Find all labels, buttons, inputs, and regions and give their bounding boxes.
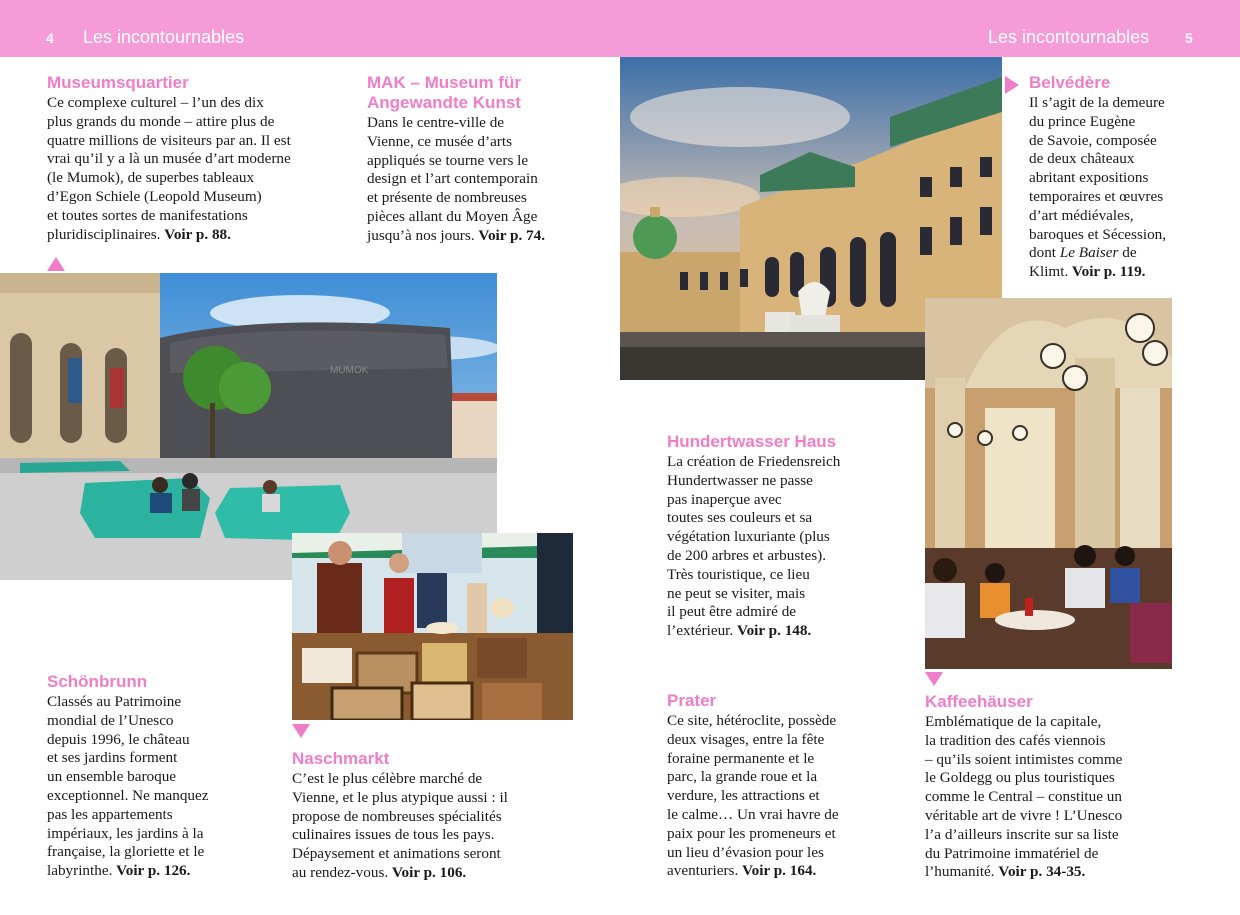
page-header <box>0 0 1240 57</box>
page-reference: Voir p. 106. <box>391 863 467 881</box>
section-title: Hundertwasser Haus <box>667 432 837 451</box>
section-title: Belvédère <box>1029 73 1111 92</box>
section-title: Naschmarkt <box>292 749 390 768</box>
left-running-title: Les incontournables <box>83 27 245 47</box>
kaffeehaus-photo <box>925 298 1172 669</box>
page-reference: Voir p. 34-35. <box>998 863 1086 881</box>
right-running-title: Les incontournables <box>988 27 1150 47</box>
page-reference: Voir p. 88. <box>164 225 231 243</box>
page-reference: Voir p. 74. <box>478 226 546 244</box>
section-body: Il s’agit de la demeure du prince Eugène de Savoie, composée de deux châteaux abritant expositions temporaires et œuvres d’art médiévales, baroques et Sécession, dont Le Baiser de Klimt. Voir p. 119. <box>1029 94 1167 281</box>
section-body: Ce complexe culturel – l’un des dix plus grands du monde – attire plus de quatre millions de visiteurs par an. Il est vrai qu’il y a là un musée d’art moderne (le Mumok), de superbes tableaux d’Egon Schiele (Leopold Museum) et toutes sortes de manifestations pluridisciplinaires. Voir p. 88. <box>47 94 291 243</box>
naschmarkt-photo <box>292 533 573 720</box>
section-body: Ce site, hétéroclite, possède deux visages, entre la fête foraine permanente et le parc, la grande roue et la verdure, les attractions et le calme… Un vrai havre de paix pour les promeneurs et un lieu d’évasion pour les aventuriers. Voir p. 164. <box>667 712 839 880</box>
left-page-number: 4 <box>46 30 54 46</box>
section-schonbrunn <box>47 672 277 881</box>
section-hundertwasser <box>667 432 907 641</box>
section-body: C’est le plus célèbre marché de Vienne, et le plus atypique aussi : il propose de nombreuses spécialités culinaires issues de tous les pays. Dépaysement et animations seront au rendez-vous. Voir p. 106. <box>292 770 508 881</box>
section-prater <box>667 691 907 881</box>
section-body: Emblématique de la capitale, la tradition des cafés viennois – qu’ils soient intimistes comme le Goldegg ou plus touristiques comme le Central – constitue un véritable art de vivre ! L’Unesco l’a d’ailleurs inscrite sur sa liste du Patrimoine immatériel de l’humanité. Voir p. 34-35. <box>925 713 1123 881</box>
page-reference: Voir p. 119. <box>1072 263 1146 281</box>
section-body: La création de Friedensreich Hundertwasser ne passe pas inaperçue avec toutes ses couleurs et sa végétation luxuriante (plus de 200 arbres et arbustes). Très touristique, ce lieu ne peut se visiter, mais il peut être admiré de l’extérieur. Voir p. 148. <box>667 453 841 640</box>
page-reference: Voir p. 126. <box>116 862 191 880</box>
section-title: Museumsquartier <box>47 73 189 92</box>
section-body: Dans le centre-ville de Vienne, ce musée d’arts appliqués se tourne vers le design et l’art contemporain et présente de nombreuses pièces allant du Moyen Âge jusqu’à nos jours. Voir p. 74. <box>367 114 546 244</box>
museum-banner-text: MUMOK <box>330 365 369 376</box>
section-belvedere <box>1029 73 1234 282</box>
section-mak <box>367 73 597 246</box>
page-reference: Voir p. 148. <box>737 622 812 640</box>
section-body: Classés au Patrimoine mondial de l’Unesco depuis 1996, le château et ses jardins forment un ensemble baroque exceptionnel. Ne manquez pas les appartements impériaux, les jardins à la française, la gloriette et le labyrinthe. Voir p. 126. <box>47 693 209 880</box>
section-museumsquartier <box>47 73 347 244</box>
pointer-down-icon <box>925 672 943 686</box>
section-kaffeehauser <box>925 692 1185 882</box>
pointer-up-icon <box>47 257 65 271</box>
pointer-left-icon <box>1005 76 1019 94</box>
section-title: Prater <box>667 691 717 710</box>
right-page-number: 5 <box>1185 30 1193 46</box>
section-title: Schönbrunn <box>47 672 148 691</box>
page-reference: Voir p. 164. <box>742 862 817 880</box>
pointer-down-icon <box>292 724 310 738</box>
section-title: Kaffeehäuser <box>925 692 1033 711</box>
section-title: MAK – Museum für Angewandte Kunst <box>367 73 521 112</box>
section-naschmarkt <box>292 749 592 883</box>
